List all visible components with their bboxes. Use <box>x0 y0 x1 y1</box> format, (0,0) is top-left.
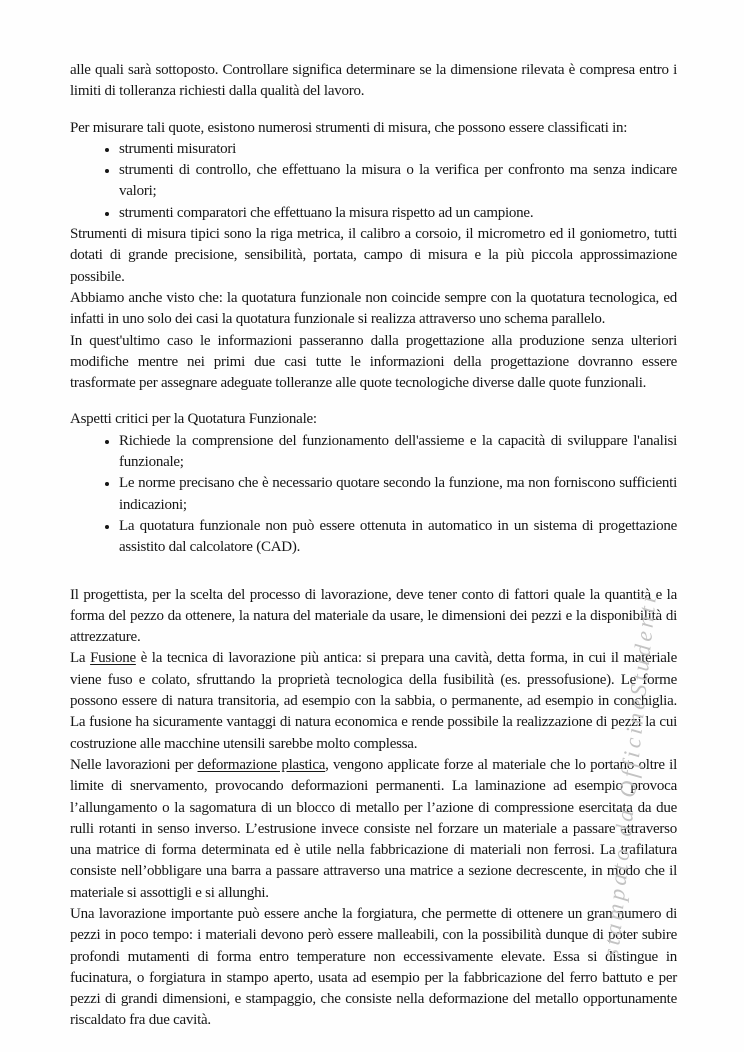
paragraph-abbiamo-visto: Abbiamo anche visto che: la quotatura funzionale non coincide sempre con la quotatura tecnologica, ed infatti in uno solo dei casi la quotatura funzionale si realizza attraverso uno schema parallelo. <box>70 289 677 328</box>
list-item-aspetti-cad: • La quotatura funzionale non può essere ottenuta in automatico in un sistema di progettazione assistito dal calcolatore (CAD). <box>119 516 677 559</box>
paragraph-fusione <box>70 648 677 754</box>
watermark: stampato da OfficineStudenti <box>598 591 662 959</box>
paragraph-deformazione-plastica <box>70 755 677 904</box>
paragraph-fusione-suffix: è la tecnica di lavorazione più antica: si prepara una cavità, detta forma, in cui il materiale viene fuso e colato, sfruttando la proprietà tecnologica della fusibilità (es. pressofusione). Le forme possono essere di natura transitoria, ad esempio con la sabbia, o permanente, ad esempio in conchiglia. La fusione ha sicuramente vantaggi di natura economica e rende possibile la realizzazione di pezzi la cui costruzione alle macchine utensili sarebbe molto complessa. <box>70 650 677 752</box>
paragraph-progettista: Il progettista, per la scelta del processo di lavorazione, deve tener conto di fattori quale la quantità e la forma del pezzo da ottenere, la natura del materiale da usare, le dimensioni dei pezzi e la disponibilità di attrezzature. <box>70 586 677 646</box>
list-item-strumenti-comparatori: • strumenti comparatori che effettuano la misura rispetto ad un campione. <box>119 203 677 224</box>
paragraph-strumenti-tipici: Strumenti di misura tipici sono la riga metrica, il calibro a corsoio, il micrometro ed il goniometro, tutti dotati di grande precisione, sensibilità, portata, campo di misura e la più piccola approssimazione possibile. <box>70 226 677 285</box>
paragraph-deformazione-suffix: , vengono applicate forze al materiale che lo portano oltre il limite di snervamento, provocando deformazioni permanenti. La laminazione ad esempio provoca l’allungamento o la sagomatura di un blocco di metallo per l’azione di compressione esercitata da due rulli rotanti in senso inverso. L’estrusione invece consiste nel forzare un materiale a passare attraverso una matrice di forma determinata ed è utile nella fabbricazione di materiali non ferrosi. La trafilatura consiste nell’obbligare una barra a passare attraverso una matrice a sezione decrescente, in modo che il materiale si assottigli e si allunghi. <box>70 756 678 901</box>
list-item-strumenti-misuratori: • strumenti misuratori <box>119 139 677 160</box>
list-item-aspetti-norme: • Le norme precisano che è necessario quotare secondo la funzione, ma non forniscono sufficienti indicazioni; <box>119 473 677 516</box>
bullet-list-aspetti <box>70 431 677 559</box>
list-item-aspetti-comprensione: • Richiede la comprensione del funzionamento dell'assieme e la capacità di sviluppare l'analisi funzionale; <box>119 431 677 474</box>
paragraph-forgiatura: Una lavorazione importante può essere anche la forgiatura, che permette di ottenere un gran numero di pezzi in poco tempo: i materiali devono però essere malleabili, con la possibilità dunque di poter subire profondi mutamenti di forma entro temperature non eccessivamente elevate. Essa si distingue in fucinatura, o forgiatura in stampo aperto, usata ad esempio per la fabbricazione del ferro battuto e per pezzi di grandi dimensioni, e stampaggio, che consiste nella deformazione del metallo opportunamente riscaldato fra due cavità. <box>70 905 677 1029</box>
paragraph-quest-ultimo: In quest'ultimo caso le informazioni passeranno dalla progettazione alla produzione senza ulteriori modifiche mentre nei primi due casi tutte le informazioni della progettazione dovranno essere trasformate per assegnare adeguate tolleranze alle quote tecnologiche diverse dalle quote funzionali. <box>70 332 677 392</box>
heading-aspetti-critici: Aspetti critici per la Quotatura Funzionale: <box>70 411 317 428</box>
underlined-term-deformazione-plastica: deformazione plastica <box>197 756 326 773</box>
paragraph-deformazione-prefix: Nelle lavorazioni per <box>70 756 198 773</box>
underlined-term-fusione: Fusione <box>90 650 136 667</box>
paragraph-fusione-prefix: La <box>70 650 91 667</box>
bullet-list-strumenti <box>70 139 677 224</box>
list-item-strumenti-controllo: • strumenti di controllo, che effettuano la misura o la verifica per confronto ma senza indicare valori; <box>119 160 677 203</box>
paragraph-controllo-tolleranza: alle quali sarà sottoposto. Controllare significa determinare se la dimensione rilevata è compresa entro i limiti di tolleranza richiesti dalla qualità del lavoro. <box>70 62 677 100</box>
document-text-block <box>70 60 677 1032</box>
paragraph-misura-intro: Per misurare tali quote, esistono numerosi strumenti di misura, che possono essere classificati in: <box>70 119 628 136</box>
